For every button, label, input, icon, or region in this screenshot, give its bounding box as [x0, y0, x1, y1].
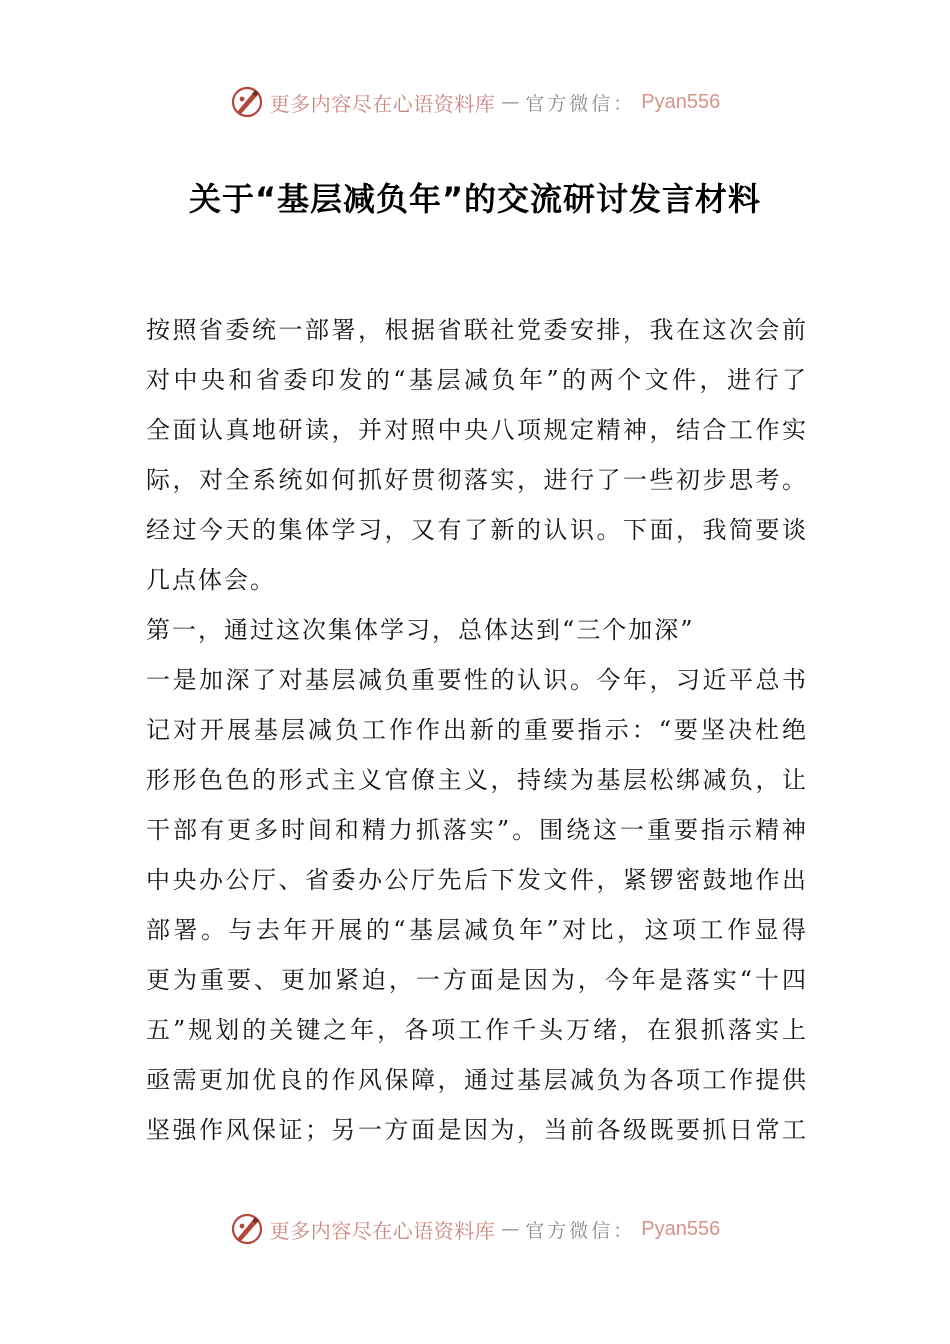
wechat-label: 官方微信： — [525, 92, 636, 115]
text-line: 坚强作风保证；另一方面是因为，当前各级既要抓日常工 — [146, 1116, 806, 1144]
text-line: 经过今天的集体学习，又有了新的认识。下面，我简要谈 — [146, 516, 806, 544]
text-line: 一是加深了对基层减负重要性的认识。今年，习近平总书 — [146, 666, 806, 694]
document-title: 关于“基层减负年”的交流研讨发言材料 — [188, 180, 762, 218]
text-line: 干部有更多时间和精力抓落实”。围绕这一重要指示精神 — [146, 816, 806, 844]
banner-separator: — — [501, 1218, 520, 1240]
section-heading: 第一，通过这次集体学习，总体达到“三个加深” — [146, 616, 695, 644]
document-body — [146, 305, 806, 1155]
text-line: 五”规划的关键之年，各项工作千头万绪，在狠抓落实上 — [146, 1016, 806, 1044]
footer-watermark-banner — [0, 1209, 950, 1249]
text-line: 中央办公厅、省委办公厅先后下发文件，紧锣密鼓地作出 — [146, 866, 806, 894]
wechat-id: Pyan556 — [641, 1217, 721, 1240]
text-line: 对中央和省委印发的“基层减负年”的两个文件，进行了 — [146, 366, 806, 394]
brand-text: 更多内容尽在心语资料库 — [269, 1218, 496, 1243]
text-line: 按照省委统一部署，根据省联社党委安排，我在这次会前 — [146, 316, 806, 344]
banner-separator: — — [501, 91, 520, 113]
text-line: 几点体会。 — [146, 566, 276, 594]
pen-logo-icon — [230, 85, 264, 119]
text-line: 记对开展基层减负工作作出新的重要指示：“要坚决杜绝 — [146, 716, 806, 744]
text-line: 更为重要、更加紧迫，一方面是因为，今年是落实“十四 — [146, 966, 806, 994]
text-line: 形形色色的形式主义官僚主义，持续为基层松绑减负，让 — [146, 766, 806, 794]
header-watermark-banner — [0, 82, 950, 122]
text-line: 全面认真地研读，并对照中央八项规定精神，结合工作实 — [146, 416, 806, 444]
text-line: 亟需更加优良的作风保障，通过基层减负为各项工作提供 — [146, 1066, 806, 1094]
wechat-id: Pyan556 — [641, 90, 721, 113]
text-line: 际，对全系统如何抓好贯彻落实，进行了一些初步思考。 — [146, 466, 806, 494]
wechat-label: 官方微信： — [525, 1219, 636, 1242]
text-line: 部署。与去年开展的“基层减负年”对比，这项工作显得 — [146, 916, 806, 944]
brand-text: 更多内容尽在心语资料库 — [269, 91, 496, 116]
pen-logo-icon — [230, 1212, 264, 1246]
